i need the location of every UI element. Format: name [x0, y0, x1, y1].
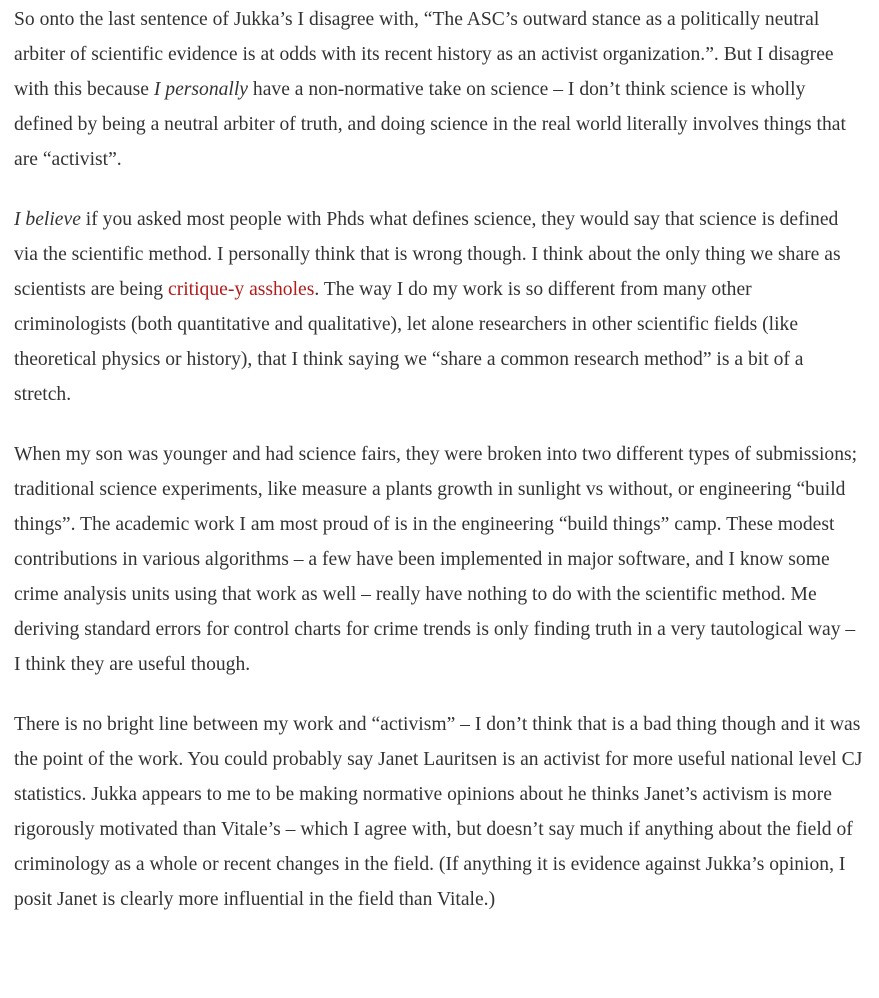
paragraph-2-text-a: if you asked most people with Phds what defines science, they would say that science is defined via the scientific method. I personally think that is wrong though. I think about the only thing we share as scientists are being: [14, 209, 841, 300]
paragraph-2-emphasis: I believe: [14, 209, 81, 230]
paragraph-1: [14, 2, 865, 177]
paragraph-2-text-b: . The way I do my work is so different from many other criminologists (both quantitative and qualitative), let alone researchers in other scientific fields (like theoretical physics or history), that I think saying we “share a common research method” is a bit of a stretch.: [14, 279, 804, 405]
critique-link[interactable]: critique-y assholes: [168, 279, 315, 300]
paragraph-1-emphasis: I personally: [153, 79, 249, 100]
paragraph-1-text-a: So onto the last sentence of Jukka’s I disagree with, “The ASC’s outward stance as a politically neutral arbiter of scientific evidence is at odds with its recent history as an activist organization.”. But I disagree with this because: [14, 9, 834, 100]
paragraph-2: [14, 202, 865, 412]
article-body: [0, 2, 879, 917]
paragraph-4: There is no bright line between my work and “activism” – I don’t think that is a bad thing though and it was the point of the work. You could probably say Janet Lauritsen is an activist for more useful national level CJ statistics. Jukka appears to me to be making normative opinions about he thinks Janet’s activism is more rigorously motivated than Vitale’s – which I agree with, but doesn’t say much if anything about the field of criminology as a whole or recent changes in the field. (If anything it is evidence against Jukka’s opinion, I posit Janet is clearly more influential in the field than Vitale.): [14, 714, 863, 910]
paragraph-1-text-b: have a non-normative take on science – I don’t think science is wholly defined by being a neutral arbiter of truth, and doing science in the real world literally involves things that are “activist”.: [14, 79, 846, 170]
paragraph-3: When my son was younger and had science fairs, they were broken into two different types of submissions; traditional science experiments, like measure a plants growth in sunlight vs without, or engineering “build things”. The academic work I am most proud of is in the engineering “build things” camp. These modest contributions in various algorithms – a few have been implemented in major software, and I know some crime analysis units using that work as well – really have nothing to do with the scientific method. Me deriving standard errors for control charts for crime trends is only finding truth in a very tautological way – I think they are useful though.: [14, 444, 858, 675]
